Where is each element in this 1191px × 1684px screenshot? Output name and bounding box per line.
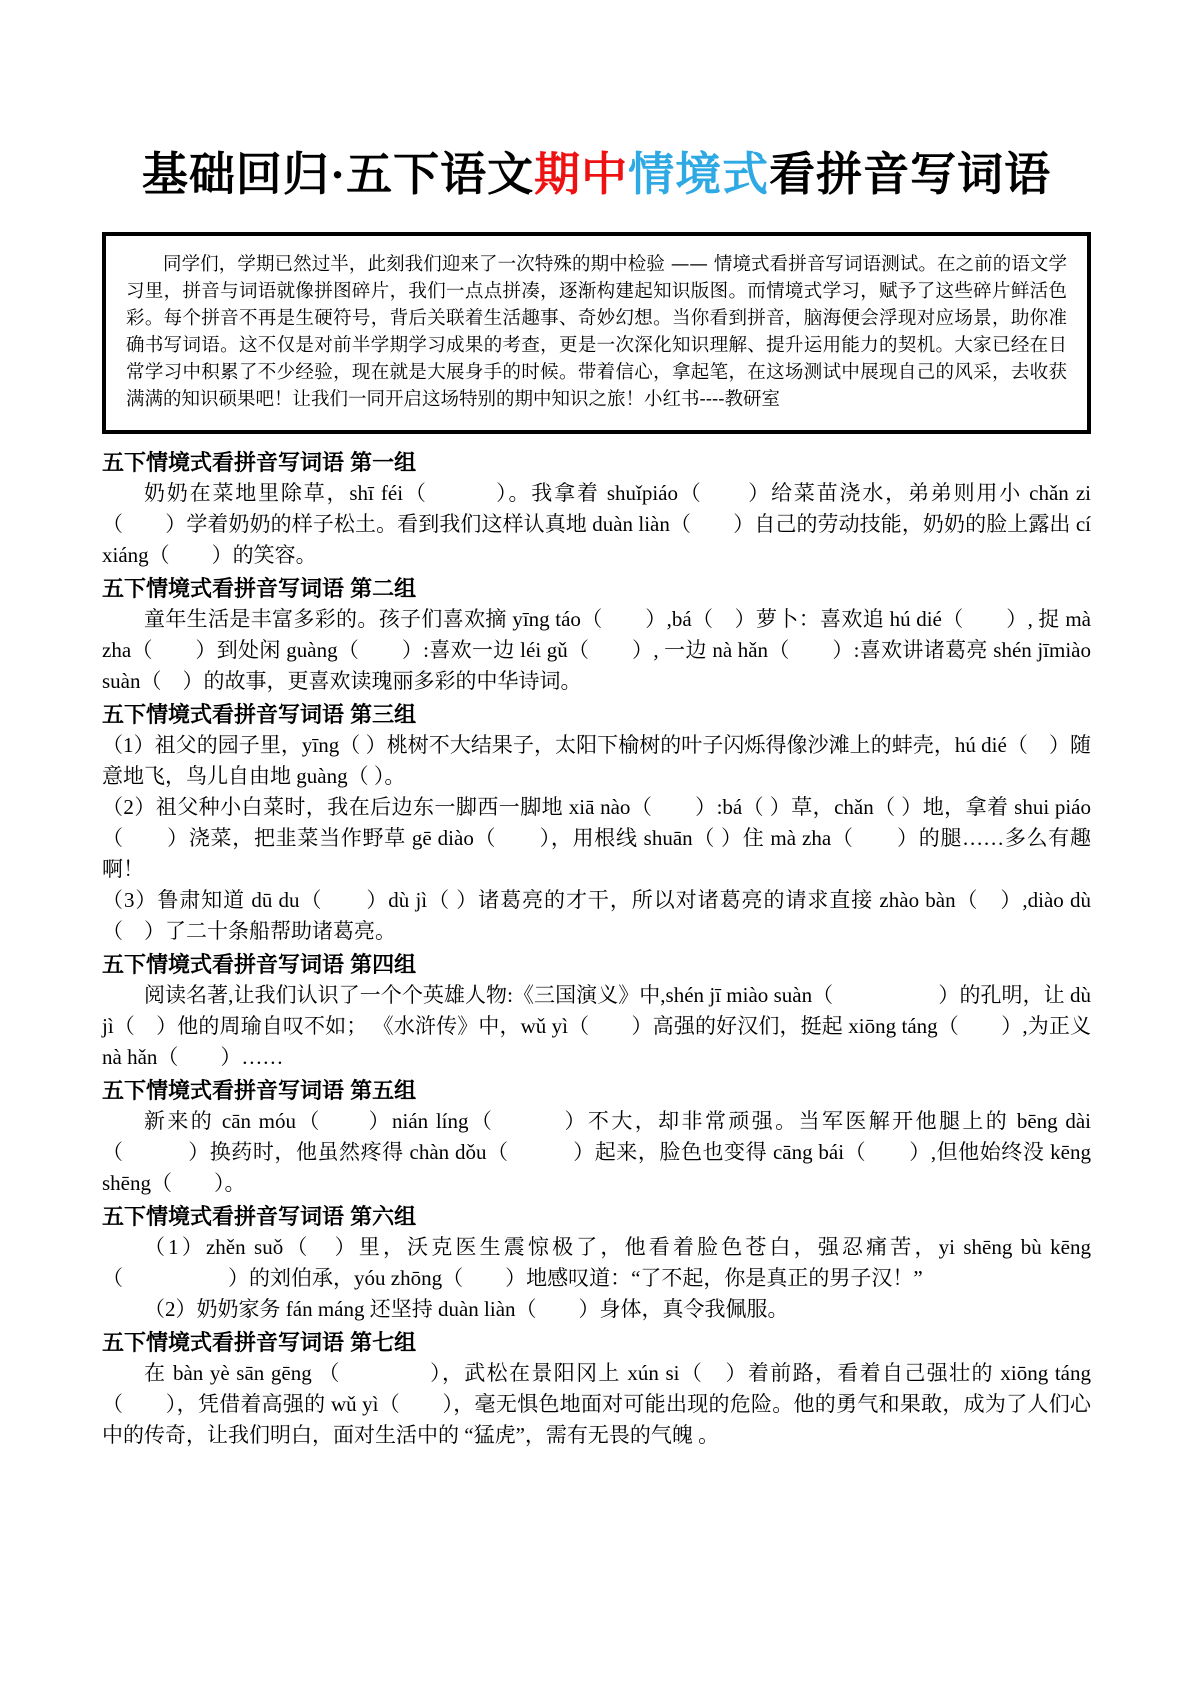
- group-2-section: [102, 573, 1091, 697]
- title-segment-situational: 情境式: [628, 149, 770, 200]
- group-3-section: [102, 699, 1091, 947]
- intro-text: 同学们，学期已然过半，此刻我们迎来了一次特殊的期中检验 —— 情境式看拼音写词语测试。在之前的语文学习里，拼音与词语就像拼图碎片，我们一点点拼凑，逐渐构建起知识版图。而情境式学习，赋予了这些碎片鲜活色彩。每个拼音不再是生硬符号，背后关联着生活趣事、奇妙幻想。当你看到拼音，脑海便会浮现对应场景，助你准确书写词语。这不仅是对前半学期学习成果的考查，更是一次深化知识理解、提升运用能力的契机。大家已经在日常学习中积累了不少经验，现在就是大展身手的时候。带着信心，拿起笔，在这场测试中展现自己的风采，去收获满满的知识硕果吧！让我们一同开启这场特别的期中知识之旅！小红书----教研室: [126, 254, 1067, 410]
- group-6-heading: 五下情境式看拼音写词语 第六组: [102, 1204, 417, 1229]
- group-1-section: [102, 447, 1091, 571]
- group-2-heading: 五下情境式看拼音写词语 第二组: [102, 576, 417, 601]
- group-7-heading: 五下情境式看拼音写词语 第七组: [102, 1330, 417, 1355]
- group-6-section: [102, 1201, 1091, 1325]
- group-4-section: [102, 949, 1091, 1073]
- group-7-section: [102, 1327, 1091, 1451]
- intro-box: [102, 232, 1091, 434]
- group-4-heading: 五下情境式看拼音写词语 第四组: [102, 952, 417, 977]
- title-segment-midterm: 期中: [534, 149, 629, 200]
- group-3-paragraph-2: （2）祖父种小白菜时，我在后边东一脚西一脚地 xiā nào（ ）:bá（ ）草，chǎn（ ）地，拿着 shui piáo（ ）浇菜，把韭菜当作野草 gē diào（ ），用根线 shuān（ ）住 mà zha（ ）的腿……多么有趣啊！: [102, 795, 1091, 881]
- title-segment-prefix: 基础回归·五下语文: [141, 149, 535, 200]
- group-3-paragraph-3: （3）鲁肃知道 dū du（ ）dù jì（ ）诸葛亮的才干，所以对诸葛亮的请求直接 zhào bàn（ ）,diào dù（ ）了二十条船帮助诸葛亮。: [102, 888, 1091, 943]
- group-3-paragraph-1: （1）祖父的园子里，yīng（ ）桃树不大结果子，太阳下榆树的叶子闪烁得像沙滩上的蚌壳，hú dié（ ）随意地飞，鸟儿自由地 guàng（ ）。: [102, 733, 1091, 788]
- group-2-paragraph-1: 童年生活是丰富多彩的。孩子们喜欢摘 yīng táo（ ）,bá（ ）萝卜：喜欢追 hú dié（ ）, 捉 mà zha（ ）到处闲 guàng（ ）:喜欢一边 léi gǔ（ ）, 一边 nà hǎn（ ）:喜欢讲诸葛亮 shén jīmiào suàn（ ）的故事，更喜欢读瑰丽多彩的中华诗词。: [102, 607, 1091, 693]
- group-6-paragraph-2: （2）奶奶家务 fán máng 还坚持 duàn liàn（ ）身体，真令我佩服。: [144, 1297, 789, 1321]
- group-1-heading: 五下情境式看拼音写词语 第一组: [102, 450, 417, 475]
- group-5-heading: 五下情境式看拼音写词语 第五组: [102, 1078, 417, 1103]
- group-5-paragraph-1: 新来的 cān móu（ ）nián líng（ ）不大，却非常顽强。当军医解开他腿上的 bēng dài（ ）换药时，他虽然疼得 chàn dǒu（ ）起来，脸色也变得 cāng bái（ ）,但他始终没 kēng shēng（ ）。: [102, 1109, 1091, 1195]
- page-title: [102, 138, 1091, 204]
- group-1-paragraph-1: 奶奶在菜地里除草，shī féi（ ）。我拿着 shuǐpiáo（ ）给菜苗浇水，弟弟则用小 chǎn zi（ ）学着奶奶的样子松土。看到我们这样认真地 duàn liàn（ ）自己的劳动技能，奶奶的脸上露出 cí xiáng（ ）的笑容。: [102, 481, 1091, 567]
- group-5-section: [102, 1075, 1091, 1199]
- group-7-paragraph-1: 在 bàn yè sān gēng （ ），武松在景阳冈上 xún si（ ）着前路，看着自己强壮的 xiōng táng（ ），凭借着高强的 wǔ yì（ ），毫无惧色地面对可能出现的危险。他的勇气和果敢，成为了人们心中的传奇，让我们明白，面对生活中的 “猛虎”，需有无畏的气魄 。: [102, 1361, 1091, 1447]
- group-4-paragraph-1: 阅读名著,让我们认识了一个个英雄人物:《三国演义》中,shén jī miào suàn（ ）的孔明，让 dù jì（ ）他的周瑜自叹不如； 《水浒传》中，wǔ yì（ ）高强的好汉们，挺起 xiōng táng（ ）,为正义 nà hǎn（ ）……: [102, 983, 1091, 1069]
- group-3-heading: 五下情境式看拼音写词语 第三组: [102, 702, 417, 727]
- title-segment-suffix: 看拼音写词语: [769, 149, 1052, 200]
- group-6-paragraph-1: （1）zhěn suǒ（ ）里，沃克医生震惊极了，他看着脸色苍白，强忍痛苦，yi shēng bù kēng（ ）的刘伯承，yóu zhōng（ ）地感叹道：“了不起，你是真正的男子汉！”: [102, 1235, 1091, 1290]
